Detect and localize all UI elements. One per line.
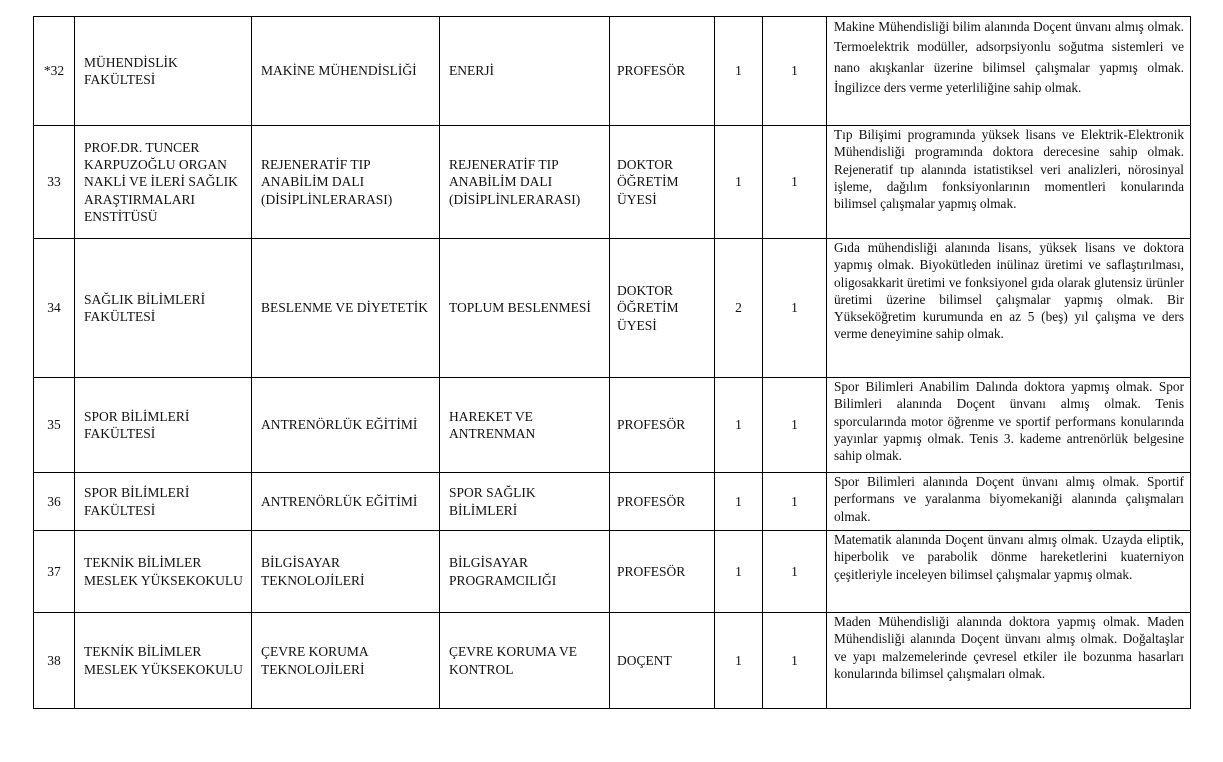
cell-program: SPOR SAĞLIK BİLİMLERİ bbox=[440, 473, 610, 531]
cell-row-number: 37 bbox=[34, 531, 75, 613]
table-row bbox=[34, 378, 1191, 473]
cell-row-number: *32 bbox=[34, 17, 75, 126]
cell-department: REJENERATİF TIP ANABİLİM DALI (DİSİPLİNLERARASI) bbox=[252, 126, 440, 239]
table-row bbox=[34, 239, 1191, 378]
cell-department: ANTRENÖRLÜK EĞİTİMİ bbox=[252, 378, 440, 473]
cell-description: Makine Mühendisliği bilim alanında Doçent ünvanı almış olmak. Termoelektrik modüller, adsorpsiyonlu soğutma sistemleri ve nano akışkanlar üzerine bilimsel çalışmalar yapmış olmak. İngilizce ders verme yeterliliğine sahip olmak. bbox=[827, 17, 1191, 126]
cell-count-2: 1 bbox=[763, 239, 827, 378]
cell-department: BESLENME VE DİYETETİK bbox=[252, 239, 440, 378]
cell-faculty: PROF.DR. TUNCER KARPUZOĞLU ORGAN NAKLİ VE İLERİ SAĞLIK ARAŞTIRMALARI ENSTİTÜSÜ bbox=[75, 126, 252, 239]
cell-program: HAREKET VE ANTRENMAN bbox=[440, 378, 610, 473]
cell-row-number: 33 bbox=[34, 126, 75, 239]
cell-title: PROFESÖR bbox=[610, 378, 715, 473]
cell-count-1: 2 bbox=[715, 239, 763, 378]
cell-description: Maden Mühendisliği alanında doktora yapmış olmak. Maden Mühendisliği alanında Doçent ünvanı almış olmak. Doğaltaşlar ve yapı malzemelerinde çevresel etkiler ile bozunma hasarları konularında bilimsel çalışmaları olmak. bbox=[827, 613, 1191, 709]
cell-faculty: TEKNİK BİLİMLER MESLEK YÜKSEKOKULU bbox=[75, 613, 252, 709]
cell-title: DOKTOR ÖĞRETİM ÜYESİ bbox=[610, 239, 715, 378]
table-row bbox=[34, 613, 1191, 709]
cell-row-number: 35 bbox=[34, 378, 75, 473]
cell-description: Gıda mühendisliği alanında lisans, yüksek lisans ve doktora yapmış olmak. Biyokütleden inülinaz üretimi ve saflaştırılması, oligosakkarit üretimi ve fonksiyonel gıda olarak glutensiz ürünler üretimi üzerine bilimsel çalışmalar yapmış olmak. Bir Yükseköğretim kurumunda en az 5 (beş) yıl çalışma ve ders verme deneyimine sahip olmak. bbox=[827, 239, 1191, 378]
cell-row-number: 38 bbox=[34, 613, 75, 709]
cell-faculty: SPOR BİLİMLERİ FAKÜLTESİ bbox=[75, 473, 252, 531]
positions-table bbox=[33, 16, 1191, 709]
cell-department: ÇEVRE KORUMA TEKNOLOJİLERİ bbox=[252, 613, 440, 709]
cell-count-2: 1 bbox=[763, 126, 827, 239]
cell-title: PROFESÖR bbox=[610, 531, 715, 613]
cell-program: BİLGİSAYAR PROGRAMCILIĞI bbox=[440, 531, 610, 613]
cell-title: PROFESÖR bbox=[610, 473, 715, 531]
cell-count-2: 1 bbox=[763, 17, 827, 126]
table-row bbox=[34, 473, 1191, 531]
cell-faculty: SPOR BİLİMLERİ FAKÜLTESİ bbox=[75, 378, 252, 473]
cell-row-number: 34 bbox=[34, 239, 75, 378]
cell-row-number: 36 bbox=[34, 473, 75, 531]
cell-title: DOKTOR ÖĞRETİM ÜYESİ bbox=[610, 126, 715, 239]
table-row bbox=[34, 126, 1191, 239]
cell-faculty: MÜHENDİSLİK FAKÜLTESİ bbox=[75, 17, 252, 126]
cell-count-2: 1 bbox=[763, 531, 827, 613]
cell-count-1: 1 bbox=[715, 378, 763, 473]
cell-count-1: 1 bbox=[715, 17, 763, 126]
table-row bbox=[34, 531, 1191, 613]
cell-department: MAKİNE MÜHENDİSLİĞİ bbox=[252, 17, 440, 126]
cell-title: PROFESÖR bbox=[610, 17, 715, 126]
cell-program: ÇEVRE KORUMA VE KONTROL bbox=[440, 613, 610, 709]
cell-description: Spor Bilimleri alanında Doçent ünvanı almış olmak. Sportif performans ve yaralanma biyomekaniği alanında çalışmaları olmak. bbox=[827, 473, 1191, 531]
cell-program: ENERJİ bbox=[440, 17, 610, 126]
cell-count-2: 1 bbox=[763, 473, 827, 531]
cell-faculty: TEKNİK BİLİMLER MESLEK YÜKSEKOKULU bbox=[75, 531, 252, 613]
cell-count-1: 1 bbox=[715, 473, 763, 531]
cell-count-1: 1 bbox=[715, 531, 763, 613]
cell-description: Matematik alanında Doçent ünvanı almış olmak. Uzayda eliptik, hiperbolik ve parabolik dönme hareketlerini kuaterniyon çeşitleriyle inceleyen bilimsel çalışmalar yapmış olmak. bbox=[827, 531, 1191, 613]
cell-department: BİLGİSAYAR TEKNOLOJİLERİ bbox=[252, 531, 440, 613]
cell-description: Tıp Bilişimi programında yüksek lisans ve Elektrik-Elektronik Mühendisliği programında doktora derecesine sahip olmak. Rejeneratif tıp alanında istatistiksel veri analizleri, nörosinyal işleme, dağılım fonksiyonlarının momentleri konularında bilimsel çalışmalar yapmış olmak. bbox=[827, 126, 1191, 239]
table-body bbox=[34, 17, 1191, 709]
cell-faculty: SAĞLIK BİLİMLERİ FAKÜLTESİ bbox=[75, 239, 252, 378]
cell-department: ANTRENÖRLÜK EĞİTİMİ bbox=[252, 473, 440, 531]
cell-program: TOPLUM BESLENMESİ bbox=[440, 239, 610, 378]
cell-count-1: 1 bbox=[715, 613, 763, 709]
cell-count-2: 1 bbox=[763, 378, 827, 473]
cell-count-2: 1 bbox=[763, 613, 827, 709]
cell-title: DOÇENT bbox=[610, 613, 715, 709]
table-row bbox=[34, 17, 1191, 126]
cell-count-1: 1 bbox=[715, 126, 763, 239]
cell-description: Spor Bilimleri Anabilim Dalında doktora yapmış olmak. Spor Bilimleri alanında Doçent ünvanı almış olmak. Tenis sporcularında motor öğrenme ve sportif performans konularında yayınlar yapmış olmak. Tenis 3. kademe antrenörlük belgesine sahip olmak. bbox=[827, 378, 1191, 473]
cell-program: REJENERATİF TIP ANABİLİM DALI (DİSİPLİNLERARASI) bbox=[440, 126, 610, 239]
